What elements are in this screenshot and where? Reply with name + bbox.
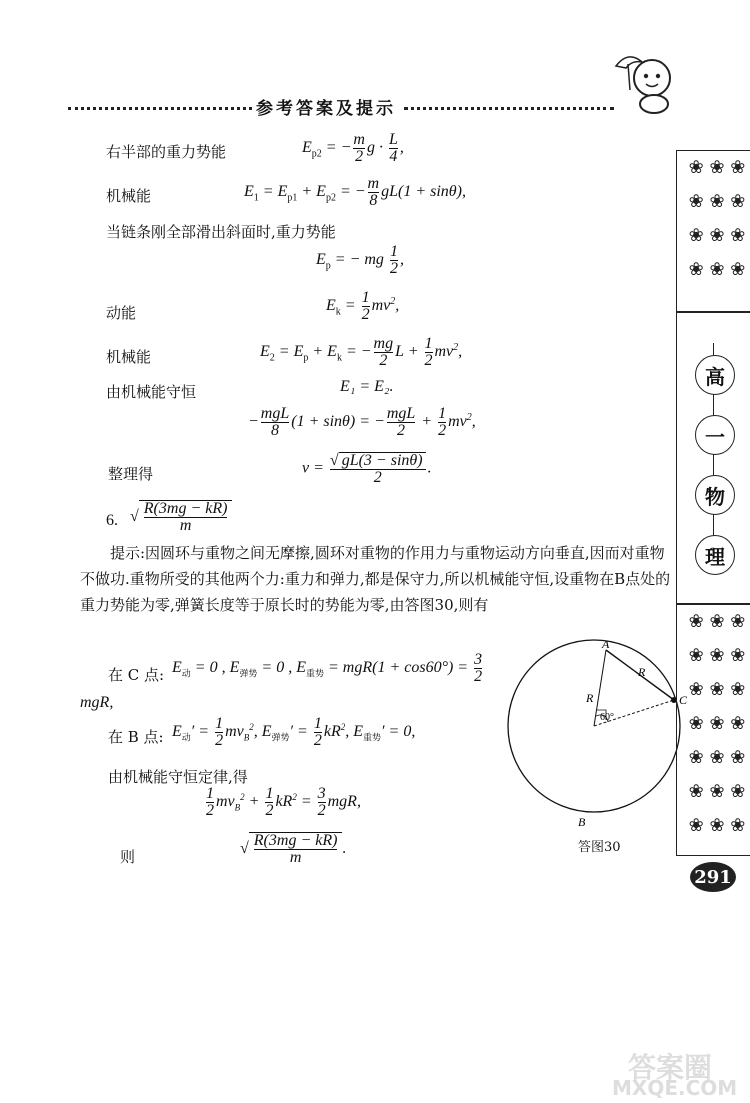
point-b-label: 在 B 点: xyxy=(108,728,164,746)
eq-conservation: E₁ = E₂. xyxy=(340,378,394,395)
eq-mech-energy-2: $E_2 = E_p + E_k$ = − $\frac{mg}{2}$ L + $\frac{1}{2}$ $mv^2$, xyxy=(260,335,463,369)
eq-point-b: $E_动'$ = $\frac{1}{2}$ $mv_B^2$, $E_{弹势}'$ = $\frac{1}{2}$ $kR^2$, $E_{重势}' = 0$, xyxy=(172,715,416,749)
label-r-spring: R xyxy=(638,665,646,679)
sidebar-char-4: 理 xyxy=(695,535,735,575)
point-c-label: 在 C 点: xyxy=(108,666,165,684)
mascot-illustration xyxy=(608,46,688,116)
mech-energy-label: 机械能 xyxy=(106,187,152,205)
kinetic-label: 动能 xyxy=(106,304,137,322)
eq-lhs: E xyxy=(302,139,312,157)
answer-number: 6. xyxy=(106,512,118,529)
eq-right-half: $E_{p2}$ = − $\frac{m}{2}$ g · $\frac{L}{4}$ , xyxy=(302,131,404,165)
eq-expanded: − $\frac{\text{mgL}}{8}$ (1 + sinθ) = − $\frac{\text{mgL}}{2}$ + $\frac{1}{2}$ $mv^2$, xyxy=(248,405,476,439)
page-number: 291 xyxy=(690,862,736,892)
right-half-label: 右半部的重力势能 xyxy=(106,143,227,161)
sidebar-char-3: 物 xyxy=(695,475,735,515)
sidebar-flower-bottom: ❀ ❀ ❀ ❀ ❀ ❀ ❀ ❀ ❀ ❀ ❀ ❀ ❀ ❀ ❀ ❀ ❀ ❀ ❀ ❀ ❀ xyxy=(676,604,750,856)
eq-sub: p2 xyxy=(311,148,322,160)
eq-potential: $E_p$ = − mg $\frac{1}{2}$ , xyxy=(316,243,404,277)
eq-point-c: $E_动 = 0$ , $E_{弹势} = 0$ , $E_{重势} = mgR(1 + \cos 60^\circ)$ = $\frac{3}{2}$ xyxy=(172,651,483,685)
header-title: 参考答案及提示 xyxy=(256,99,396,119)
answer-6-expression: √ $\frac{R(3mg - kR)}{m}$ xyxy=(130,500,232,534)
eq-result: v = $\frac{√ gL(3 - \sin\theta)}{2}$ . xyxy=(302,452,432,486)
eq-law: $\frac{1}{2}$ $mv_B^2$ + $\frac{1}{2}$ $kR^2$ = $\frac{3}{2}$ mgR, xyxy=(206,785,361,819)
figure-caption: 答图30 xyxy=(578,840,621,855)
figure-30 xyxy=(498,636,698,826)
header-rule-left xyxy=(68,107,252,110)
sidebar-char-1: 高 xyxy=(695,355,735,395)
chain-slide-text: 当链条刚全部滑出斜面时,重力势能 xyxy=(106,223,336,241)
hint-paragraph: 提示:因圆环与重物之间无摩擦,圆环对重物的作用力与重物运动方向垂直,因而对重物不做功.重物所受的其他两个力:重力和弹力,都是保守力,所以机械能守恒,设重物在B点处的重力势能为零,弹簧长度等于原长时的势能为零,由答图30,则有 xyxy=(80,544,671,614)
law-text: 由机械能守恒定律,得 xyxy=(108,768,248,786)
sidebar-char-2: 一 xyxy=(695,415,735,455)
label-r-radius: R xyxy=(586,691,594,705)
sidebar-flower-top: ❀ ❀ ❀ ❀ ❀ ❀ ❀ ❀ ❀ ❀ ❀ ❀ xyxy=(676,150,750,312)
header-rule-right xyxy=(404,107,614,110)
point-c-tail: mgR, xyxy=(80,694,114,711)
eq-final: √ $\frac{R(3mg - kR)}{m}$ . xyxy=(240,832,347,866)
watermark-logo: 答案圈 xyxy=(628,1051,713,1084)
eq-mech-energy-1: $E_1 = E_{p1} + E_{p2}$ = − $\frac{m}{8}$ gL(1 + sinθ), xyxy=(244,175,466,209)
eq-kinetic: $E_k$ = $\frac{1}{2}$ $mv^2$, xyxy=(326,289,400,323)
sidebar-subject-box xyxy=(676,312,750,604)
result-label: 整理得 xyxy=(108,465,154,483)
label-angle: 60° xyxy=(600,712,614,723)
label-c: C xyxy=(679,693,688,707)
conservation-label: 由机械能守恒 xyxy=(106,383,197,401)
label-a: A xyxy=(602,637,610,651)
mech-energy-label-2: 机械能 xyxy=(106,348,152,366)
watermark-url: MXQE.COM xyxy=(612,1076,738,1100)
label-b: B xyxy=(578,815,586,826)
then-label: 则 xyxy=(120,848,136,866)
